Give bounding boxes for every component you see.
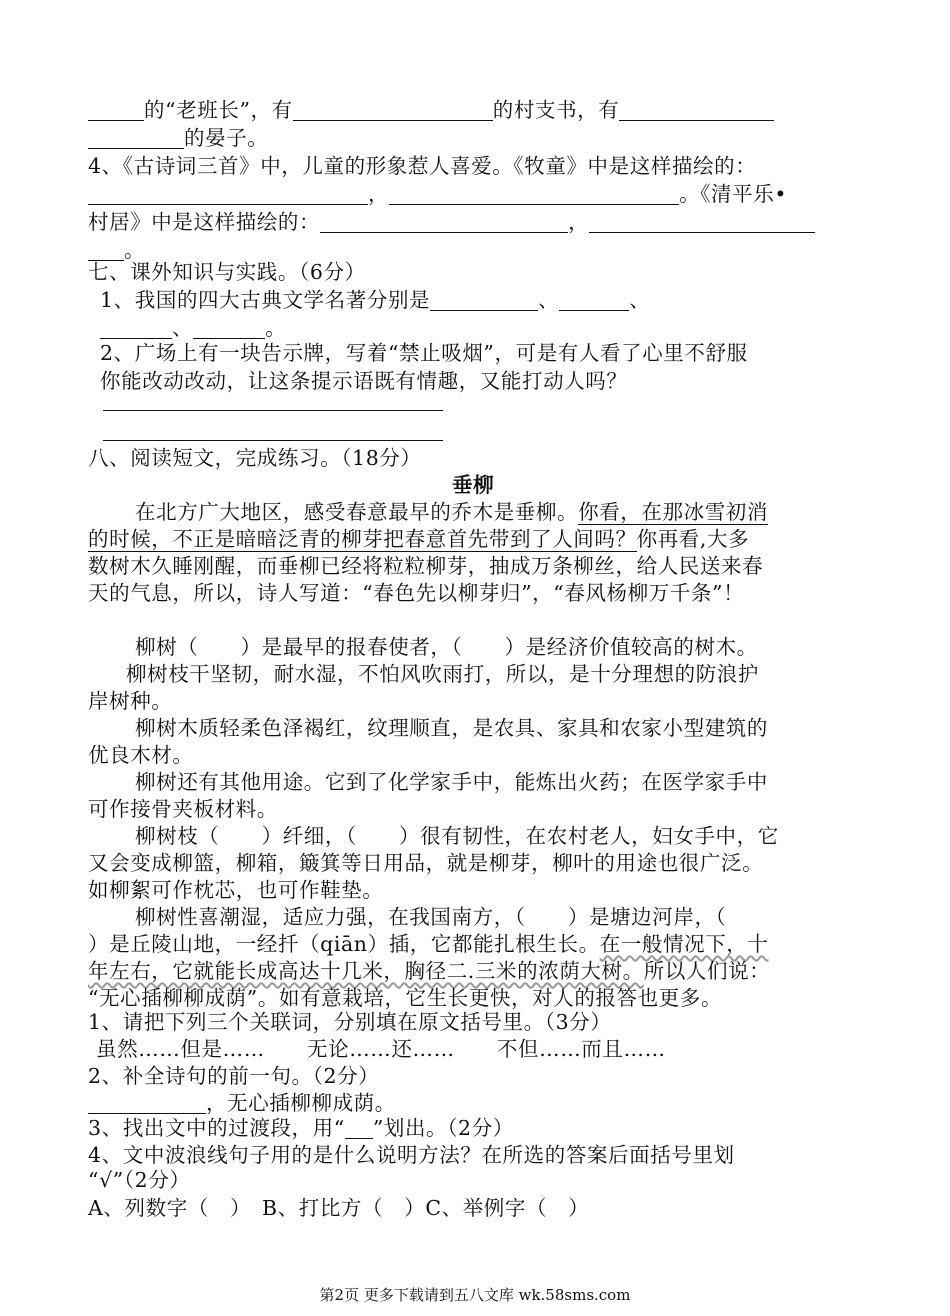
- passage-line: 柳树木质轻柔色泽褐红，纹理顺直，是农具、家具和农家小型建筑的: [135, 716, 768, 740]
- question-7-1-cont: 、 。: [100, 314, 286, 342]
- question-4: 4、文中波浪线句子用的是什么说明方法？在所选的答案后面括号里划: [88, 1143, 735, 1167]
- blank[interactable]: [559, 288, 629, 311]
- passage-line: 数树木久睡刚醒，而垂柳已经将粒粒柳芽，抽成万条柳丝，给人民送来春: [88, 554, 764, 578]
- blank[interactable]: [193, 316, 265, 339]
- line-2: 的晏子。: [88, 124, 268, 152]
- question-4-cont: “√”（2分）: [88, 1168, 191, 1192]
- blank[interactable]: [389, 182, 679, 205]
- blank[interactable]: [619, 98, 774, 121]
- passage-line: 岸树种。: [88, 689, 173, 713]
- passage-line: 如柳絮可作枕芯，也可作鞋垫。: [88, 878, 384, 902]
- passage-line: 柳树（ ）是最早的报春使者，（ ）是经济价值较高的树木。: [135, 635, 758, 659]
- line-1: 的“老班长”，有 的村支书，有: [88, 96, 774, 124]
- blank[interactable]: [589, 210, 815, 233]
- wavy-underline: 年左右，它就能长成高达十几米，胸径二.三米的浓荫大树。: [88, 959, 644, 983]
- passage-line: 天的气息，所以，诗人写道：“春色先以柳芽归”，“春风杨柳万千条”！: [88, 581, 745, 605]
- question-7-2: 2、广场上有一块告示牌，写着“禁止吸烟”，可是有人看了心里不舒服: [100, 341, 748, 365]
- question-2-line: ，无心插柳柳成荫。: [88, 1089, 396, 1117]
- blank[interactable]: [430, 288, 538, 311]
- question-1: 1、请把下列三个关联词，分别填在原文括号里。（3分）: [88, 1010, 612, 1034]
- blank[interactable]: [88, 126, 184, 149]
- passage-line: 优良木材。: [88, 743, 194, 767]
- page-footer: 第2页 更多下载请到五八文库 wk.58sms.com: [319, 1286, 631, 1304]
- passage-line: 又会变成柳篮，柳箱，簸箕等日用品，就是柳芽，柳叶的用途也很广泛。: [88, 851, 764, 875]
- passage-line: 柳树枝干坚韧，耐水湿，不怕风吹雨打，所以，是十分理想的防浪护: [126, 662, 759, 686]
- passage-title: 垂柳: [452, 473, 495, 497]
- blank[interactable]: [293, 98, 493, 121]
- question-3: 3、找出文中的过渡段，用“ ”划出。（2分）: [88, 1116, 514, 1140]
- passage-line: 柳树还有其他用途。它到了化学家手中，能炼出火药；在医学家手中: [135, 770, 768, 794]
- question-4-text: 4、《古诗词三首》中，儿童的形象惹人喜爱。《牧童》中是这样描绘的：: [88, 154, 757, 178]
- blank[interactable]: [88, 182, 368, 205]
- question-2: 2、补全诗句的前一句。（2分）: [88, 1064, 380, 1088]
- line-4: ， 。《清平乐•: [88, 180, 787, 208]
- passage-line: 柳树性喜潮湿，适应力强，在我国南方，（ ）是塘边河岸，（: [135, 905, 727, 929]
- section-7-heading: 七、课外知识与实践。（6分）: [88, 260, 366, 284]
- passage-line: 在北方广大地区，感受春意最早的乔木是垂柳。你看，在那冰雪初消: [135, 500, 769, 524]
- passage-line: 的时候，不正是暗暗泛青的柳芽把春意首先带到了人间吗？你再看,大多: [88, 527, 750, 551]
- transition-underline: 你看，在那冰雪初消: [578, 500, 769, 524]
- passage-line: 年左右，它就能长成高达十几米，胸径二.三米的浓荫大树。所以人们说：: [88, 959, 771, 983]
- blank[interactable]: [88, 1091, 206, 1114]
- question-4-options: A、列数字（ ） B、打比方（ ）C、举例字（ ）: [88, 1196, 590, 1220]
- blank[interactable]: [100, 316, 172, 339]
- passage-line: 柳树枝（ ）纤细，（ ）很有韧性，在农村老人，妇女手中，它: [135, 824, 779, 848]
- answer-line[interactable]: [103, 440, 443, 441]
- question-7-2-cont: 你能改动改动，让这条提示语既有情趣，又能打动人吗？: [100, 369, 628, 393]
- passage-line: 可作接骨夹板材料。: [88, 797, 278, 821]
- blank[interactable]: [345, 1116, 373, 1139]
- passage-line: “无心插柳柳成荫”。如有意栽培，它生长更快，对人的报答也更多。: [88, 986, 723, 1010]
- blank[interactable]: [320, 210, 568, 233]
- transition-underline: 的时候，不正是暗暗泛青的柳芽把春意首先带到了人间吗？: [88, 527, 637, 551]
- passage-line: ）是丘陵山地，一经扦（qiān）插，它都能扎根生长。在一般情况下，十: [88, 932, 769, 956]
- section-8-heading: 八、阅读短文，完成练习。（18分）: [88, 446, 422, 470]
- line-6: 。: [88, 236, 145, 264]
- wavy-underline: 在一般情况下，十: [599, 932, 769, 956]
- blank[interactable]: [88, 98, 144, 121]
- question-1-options: 虽然……但是…… 无论……还…… 不但……而且……: [96, 1037, 666, 1061]
- question-7-1: 1、我国的四大古典文学名著分别是 、 、: [100, 288, 651, 312]
- answer-line[interactable]: [103, 410, 443, 411]
- line-5: 村居》中是这样描绘的： ，: [88, 208, 815, 236]
